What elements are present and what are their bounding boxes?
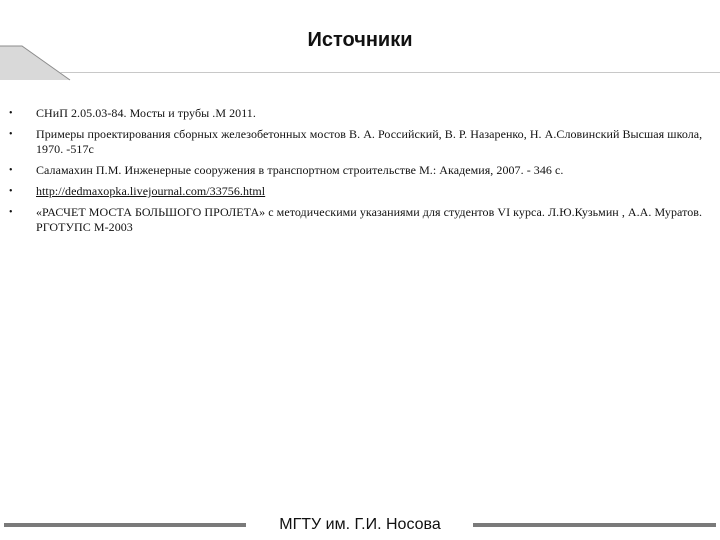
source-text: Примеры проектирования сборных железобетонных мостов В. А. Российский, В. Р. Назаренко, Н. А.Словинский Высшая школа, 1970. -517с (36, 127, 703, 156)
bullet-icon (9, 106, 19, 121)
bullet-icon (9, 184, 19, 199)
sources-list (0, 106, 720, 241)
footer-text: МГТУ им. Г.И. Носова (279, 516, 441, 533)
footer-bar-right (473, 523, 716, 527)
title-rule (60, 72, 720, 73)
list-item (0, 127, 720, 157)
list-item (0, 184, 720, 199)
source-text: «РАСЧЕТ МОСТА БОЛЬШОГО ПРОЛЕТА» с методическими указаниями для студентов VI курса. Л.Ю.Кузьмин , А.А. Муратов. РГОТУПС М-2003 (36, 205, 703, 234)
bullet-icon (9, 163, 19, 178)
bullet-icon (9, 205, 19, 220)
list-item (0, 205, 720, 235)
list-item (0, 163, 720, 178)
source-text: СНиП 2.05.03-84. Мосты и трубы .М 2011. (36, 106, 256, 120)
source-text: Саламахин П.М. Инженерные сооружения в транспортном строительстве М.: Академия, 2007. - 346 с. (36, 163, 564, 177)
footer-bar-left (4, 523, 246, 527)
page-title: Источники (307, 29, 413, 51)
source-link[interactable]: http://dedmaxopka.livejournal.com/33756.html (36, 184, 266, 198)
list-item (0, 106, 720, 121)
bullet-icon (9, 127, 19, 142)
